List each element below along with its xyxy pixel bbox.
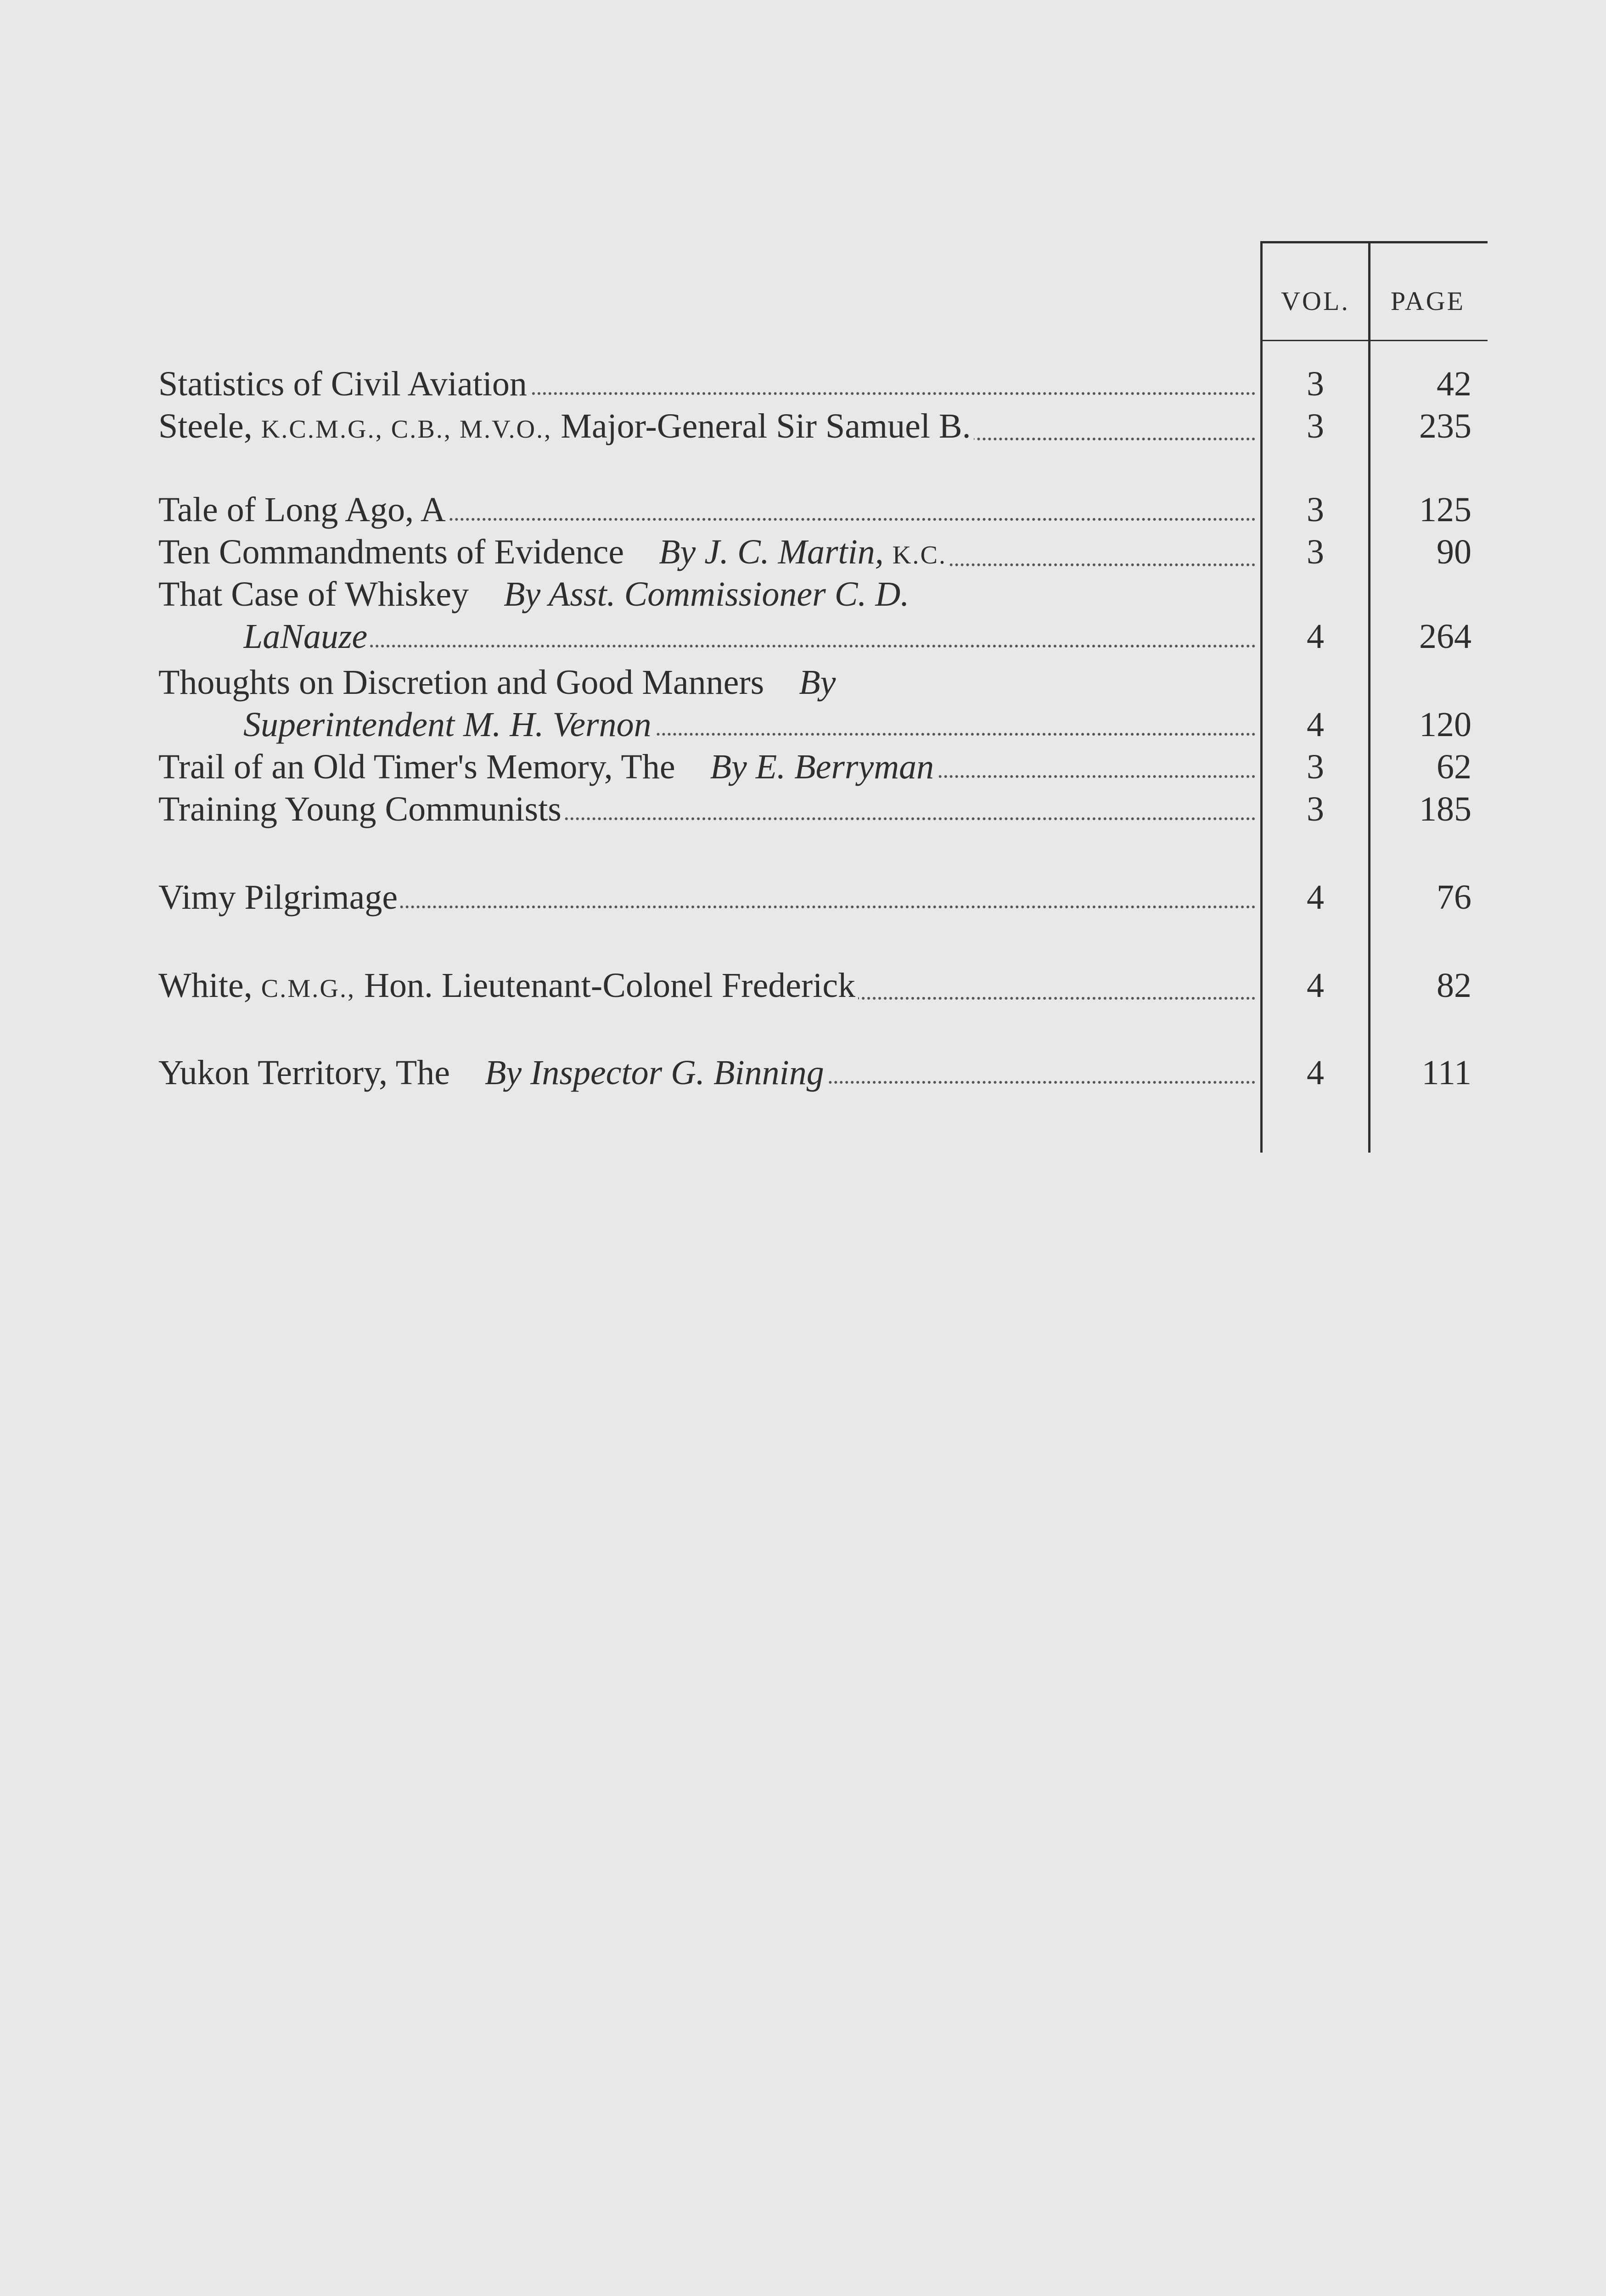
entry-title: Training Young Communists	[158, 788, 1260, 830]
entry-vol: 4	[1307, 1053, 1324, 1092]
entry-title: Yukon Territory, The By Inspector G. Binning	[158, 1052, 1260, 1094]
page-column-header: PAGE	[1390, 286, 1466, 316]
entry-page: 62	[1437, 748, 1471, 786]
entry-vol: 3	[1307, 407, 1324, 445]
entry-page: 264	[1419, 617, 1471, 656]
entry-vol: 3	[1307, 790, 1324, 828]
entry-title: Vimy Pilgrimage	[158, 876, 1260, 918]
vol-column-header: VOL.	[1281, 286, 1350, 316]
entry-vol: 3	[1307, 748, 1324, 786]
table-header-rule	[1260, 340, 1488, 341]
entry-author: By J. C. Martin,	[659, 533, 884, 571]
index-entry	[0, 489, 1606, 531]
index-entry	[0, 573, 1606, 615]
table-top-rule	[1260, 241, 1488, 243]
entry-title: Steele, K.C.M.G., C.B., M.V.O., Major-General Sir Samuel B.	[158, 405, 1260, 450]
index-entry	[0, 363, 1606, 405]
entry-title: Ten Commandments of Evidence By J. C. Martin, K.C.	[158, 531, 1260, 576]
entry-page: 42	[1437, 365, 1471, 403]
index-entry	[0, 405, 1606, 447]
entry-page: 235	[1419, 407, 1471, 445]
entry-title: Statistics of Civil Aviation	[158, 363, 1260, 405]
index-entry	[0, 788, 1606, 830]
entry-vol: 3	[1307, 490, 1324, 529]
entry-author-continuation: Superintendent M. H. Vernon	[243, 703, 1260, 746]
entry-title: White, C.M.G., Hon. Lieutenant-Colonel Frederick	[158, 964, 1260, 1010]
entry-page: 185	[1419, 790, 1471, 828]
entry-vol: 3	[1307, 365, 1324, 403]
index-entry	[0, 661, 1606, 703]
entry-page: 125	[1419, 490, 1471, 529]
entry-author: By Inspector G. Binning	[484, 1053, 824, 1092]
index-entry	[0, 876, 1606, 918]
entry-page: 120	[1419, 705, 1471, 744]
entry-vol: 4	[1307, 705, 1324, 744]
entry-title: Tale of Long Ago, A	[158, 489, 1260, 531]
entry-title: Trail of an Old Timer's Memory, The By E. Berryman	[158, 746, 1260, 788]
entry-page: 76	[1437, 878, 1471, 917]
entry-page: 82	[1437, 966, 1471, 1005]
index-entry	[0, 964, 1606, 1007]
entry-page: 90	[1437, 533, 1471, 571]
entry-author: By	[799, 663, 836, 702]
index-entry	[0, 531, 1606, 573]
entry-author: By Asst. Commissioner C. D.	[504, 575, 910, 613]
entry-title: That Case of Whiskey By Asst. Commissioner C. D.	[158, 573, 1260, 615]
entry-author-continuation: LaNauze	[243, 615, 1260, 658]
entry-title: Thoughts on Discretion and Good Manners By	[158, 661, 1260, 703]
entry-page: 111	[1421, 1053, 1471, 1092]
entry-vol: 3	[1307, 533, 1324, 571]
entry-vol: 4	[1307, 966, 1324, 1005]
entry-vol: 4	[1307, 617, 1324, 656]
index-entry-continuation	[0, 615, 1606, 658]
entry-author: By E. Berryman	[710, 748, 934, 786]
index-entry-continuation	[0, 703, 1606, 746]
index-entry	[0, 746, 1606, 788]
entry-vol: 4	[1307, 878, 1324, 917]
index-entry	[0, 1052, 1606, 1094]
